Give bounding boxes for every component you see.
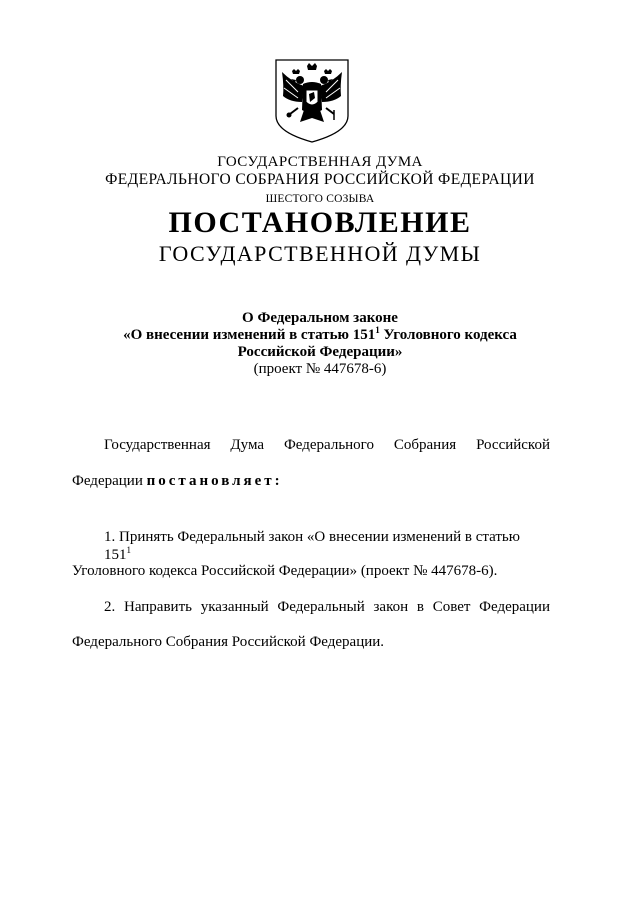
item-1-line-2: Уголовного кодекса Российской Федерации» (проект № 447678-6). (72, 563, 498, 579)
subject-block (0, 310, 640, 378)
document-title: ПОСТАНОВЛЕНИЕ (168, 206, 472, 239)
subject-line-2-suffix: Уголовного кодекса (379, 327, 517, 343)
item-2-line-2: Федерального Собрания Российской Федерации. (72, 634, 385, 650)
item-2-line-1: 2. Направить указанный Федеральный закон в Совет Федерации (104, 599, 550, 615)
document-subtitle: ГОСУДАРСТВЕННОЙ ДУМЫ (158, 241, 482, 266)
intro-line-1: Государственная Дума Федерального Собрания Российской (104, 437, 550, 453)
header-line-federal-assembly: ФЕДЕРАЛЬНОГО СОБРАНИЯ РОССИЙСКОЙ ФЕДЕРАЦИИ (105, 171, 535, 188)
item-1-superscript: 1 (126, 545, 131, 555)
header-line-duma: ГОСУДАРСТВЕННАЯ ДУМА (217, 154, 423, 170)
subject-superscript: 1 (375, 325, 380, 335)
intro-line-2 (72, 472, 550, 490)
item-1-text: 1. Принять Федеральный закон «О внесении изменений в статью 151 (104, 529, 520, 563)
project-number: (проект № 447678-6) (253, 361, 387, 377)
coat-of-arms-icon (274, 58, 350, 144)
subject-line-3: Российской Федерации» (237, 344, 403, 360)
subject-line-2 (0, 327, 640, 344)
intro-prefix: Федерации (72, 473, 147, 489)
subject-line-1: О Федеральном законе (242, 310, 398, 326)
header-line-convocation: ШЕСТОГО СОЗЫВА (265, 193, 375, 205)
item-1-line-1 (104, 528, 550, 564)
subject-line-2-prefix: «О внесении изменений в статью 151 (123, 327, 376, 343)
decree-keyword: постановляет: (146, 473, 283, 489)
